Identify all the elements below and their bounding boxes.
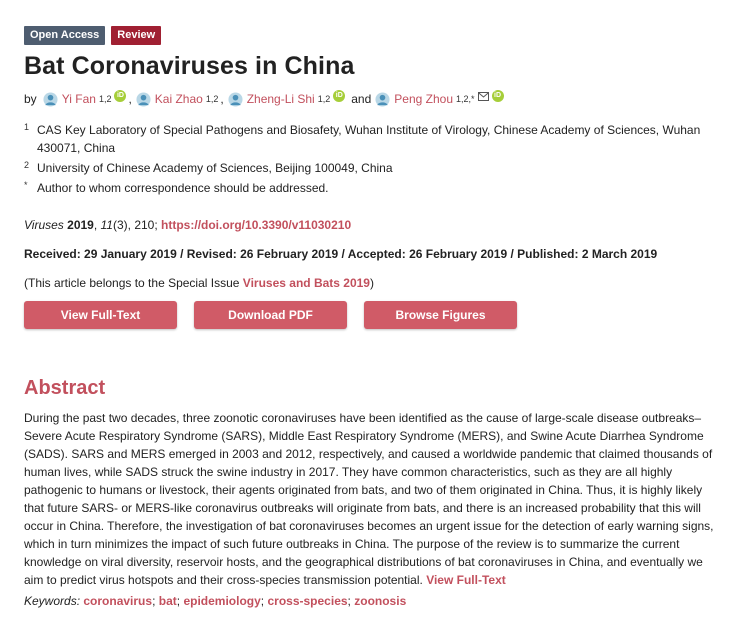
author-name[interactable]: Zheng-Li Shi (246, 92, 315, 106)
browse-figures-button[interactable]: Browse Figures (364, 301, 517, 329)
special-issue-link[interactable]: Viruses and Bats 2019 (242, 276, 370, 290)
orcid-icon[interactable]: iD (114, 90, 126, 102)
affiliation-number: * (24, 180, 28, 190)
abstract-body (24, 409, 719, 589)
keyword-link[interactable]: epidemiology (183, 594, 261, 608)
abstract-text: During the past two decades, three zoonotic coronaviruses have been identified as the cause of large-scale disease outbreaks–Severe Acute Respiratory Syndrome (SARS), Middle East Respiratory Syndrome (MERS), and Swine Acute Diarrhea Syndrome (SADS). SARS and MERS emerged in 2003 and 2012, respectively, and caused a worldwide pandemic that claimed thousands of human lives, while SADS struck the swine industry in 2017. They have common characteristics, such as they are all highly pathogenic to humans or livestock, their agents originated from bats, and two of them originated in China. Thus, it is highly likely that future SARS- or MERS-like coronavirus outbreaks will originate from bats, and there is an increased probability that this will occur in China. Therefore, the investigation of bat coronaviruses becomes an urgent issue for the detection of early warning signs, which in turn minimizes the impact of such future outbreaks in China. The purpose of the review is to summarize the current knowledge on viral diversity, reservoir hosts, and the geographical distributions of bat coronaviruses in China, and eventually we aim to predict virus hotspots and their cross-species transmission potential. (24, 411, 714, 587)
affiliation-item (24, 159, 724, 177)
orcid-icon[interactable]: iD (333, 90, 345, 102)
author-name[interactable]: Peng Zhou (394, 92, 453, 106)
author-profile-icon (228, 92, 243, 107)
special-issue-suffix: ) (369, 276, 374, 290)
author-name[interactable]: Kai Zhao (154, 92, 203, 106)
doi-link[interactable]: https://doi.org/10.3390/v11030210 (161, 218, 352, 232)
author-separator: , (128, 92, 132, 106)
author-affiliation-marker: 1,2 (205, 94, 219, 104)
affiliation-item (24, 121, 724, 157)
keywords (24, 593, 724, 609)
author-and: and (351, 92, 372, 106)
author-profile-icon (375, 92, 390, 107)
affiliation-number: 2 (24, 160, 30, 170)
author-list (24, 89, 724, 109)
keyword-link[interactable]: coronavirus (83, 594, 153, 608)
affiliation-number: 1 (24, 122, 30, 132)
by-label: by (24, 92, 37, 106)
special-issue-prefix: (This article belongs to the Special Issue (24, 276, 240, 290)
special-issue-note (24, 275, 724, 291)
download-pdf-button[interactable]: Download PDF (194, 301, 347, 329)
author-affiliation-marker: 1,2,* (456, 94, 475, 104)
author-profile-icon (43, 92, 58, 107)
affiliations (24, 121, 724, 197)
orcid-icon[interactable]: iD (492, 90, 504, 102)
author-affiliation-marker: 1,2 (317, 94, 331, 104)
view-full-text-button[interactable]: View Full-Text (24, 301, 177, 329)
keywords-label: Keywords: (24, 594, 81, 608)
keyword-link[interactable]: zoonosis (354, 594, 407, 608)
keyword-separator: ; (176, 594, 181, 608)
author-separator: , (220, 92, 224, 106)
keyword-separator: ; (347, 594, 351, 608)
publication-dates: Received: 29 January 2019 / Revised: 26 February 2019 / Accepted: 26 February 2019 / Published: 2 March 2019 (24, 247, 658, 261)
citation-year: 2019 (67, 218, 94, 232)
article-badges (24, 26, 724, 45)
abstract-heading: Abstract (24, 377, 106, 399)
affiliation-text: CAS Key Laboratory of Special Pathogens and Biosafety, Wuhan Institute of Virology, Chinese Academy of Sciences, Wuhan 430071, China (37, 123, 701, 155)
affiliation-text: University of Chinese Academy of Sciences, Beijing 100049, China (37, 161, 393, 175)
review-badge[interactable]: Review (111, 26, 161, 45)
author-affiliation-marker: 1,2 (98, 94, 112, 104)
journal-name: Viruses (24, 218, 64, 232)
author-name[interactable]: Yi Fan (61, 92, 96, 106)
author-yi-fan[interactable] (43, 89, 127, 109)
article-title: Bat Coronaviruses in China (24, 52, 355, 80)
affiliation-item (24, 179, 724, 197)
author-zheng-li-shi[interactable] (228, 89, 346, 109)
email-icon[interactable] (478, 92, 489, 101)
author-profile-icon (136, 92, 151, 107)
keyword-link[interactable]: bat (158, 594, 177, 608)
citation-line: Viruses 2019, 11(3), 210; https://doi.org/10.3390/v11030210 (24, 218, 352, 232)
author-kai-zhao[interactable] (136, 89, 219, 109)
citation-volume: 11 (100, 218, 113, 232)
keyword-link[interactable]: cross-species (267, 594, 348, 608)
author-peng-zhou[interactable] (375, 89, 503, 109)
affiliation-text: Author to whom correspondence should be addressed. (37, 181, 329, 195)
article-actions (24, 301, 724, 329)
keyword-separator: ; (260, 594, 265, 608)
keyword-separator: ; (152, 594, 156, 608)
article-page (24, 26, 724, 609)
citation-issue-pages: (3), 210; (112, 218, 158, 232)
abstract-full-text-link[interactable]: View Full-Text (426, 573, 506, 587)
open-access-badge[interactable]: Open Access (24, 26, 105, 45)
